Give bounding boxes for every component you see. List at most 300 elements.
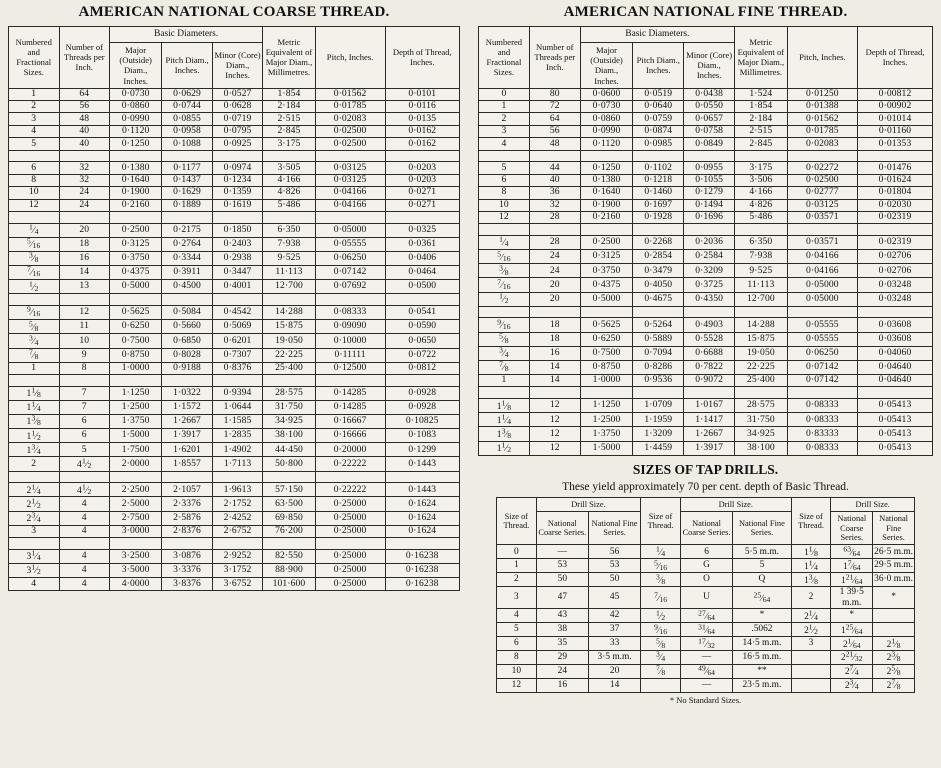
cell-value: 3·175 <box>263 138 315 150</box>
gap-cell <box>580 224 633 236</box>
table-row <box>9 564 460 578</box>
cell-value: 0·02706 <box>858 264 933 278</box>
cell-size: $^7⁄_8$ <box>641 664 681 678</box>
cell-value: 0·16238 <box>385 549 459 563</box>
cell-value: 72 <box>529 101 580 113</box>
table-row <box>479 199 933 211</box>
cell-size: $1^3⁄_8$ <box>479 427 530 441</box>
cell-value: 4 <box>59 549 110 563</box>
table-row <box>9 525 460 537</box>
cell-value: 12 <box>529 441 580 455</box>
gap-cell <box>684 306 735 318</box>
cell-value: 0·2268 <box>633 236 684 250</box>
cell-value: 1·0000 <box>580 375 633 387</box>
cell-coarse: $2^1⁄_{64}$ <box>831 637 873 651</box>
cell-size: $2^1⁄_2$ <box>791 623 831 637</box>
cell-value: 0·0464 <box>385 266 459 280</box>
cell-value: 0·5528 <box>684 332 735 346</box>
cell-size: $^1⁄_2$ <box>9 280 60 294</box>
gap-cell <box>263 538 315 550</box>
gap-cell <box>787 387 857 399</box>
cell-value: 40 <box>59 125 110 137</box>
table-row <box>479 332 933 346</box>
gap-cell <box>315 538 385 550</box>
cell-value: 0·0203 <box>385 162 459 174</box>
cell-value: 6·350 <box>263 223 315 237</box>
header-pitch-inches: Pitch, Inches. <box>315 27 385 89</box>
tap-drills-table <box>496 497 915 693</box>
cell-value: 0·1437 <box>162 174 213 186</box>
table-row <box>9 306 460 320</box>
cell-coarse: $2^7⁄_4$ <box>831 664 873 678</box>
cell-size: 6 <box>9 162 60 174</box>
row-group-gap <box>479 387 933 399</box>
fine-thread-title: AMERICAN NATIONAL FINE THREAD. <box>563 4 848 20</box>
cell-coarse: 47 <box>536 587 588 609</box>
cell-value: 0·0958 <box>162 125 213 137</box>
cell-value: 0·5264 <box>633 318 684 332</box>
cell-value: 1·2500 <box>110 400 162 414</box>
table-row <box>9 497 460 511</box>
row-group-gap <box>9 375 460 387</box>
cell-value: 0·3344 <box>162 251 213 265</box>
cell-value: 0·06250 <box>787 346 857 360</box>
cell-value: 22·225 <box>263 348 315 362</box>
cell-fine: 33 <box>588 637 640 651</box>
table-row <box>479 250 933 264</box>
gap-cell <box>735 387 788 399</box>
table-row <box>479 236 933 250</box>
cell-size: 3 <box>497 587 537 609</box>
table-row <box>479 187 933 199</box>
cell-value: 0·1279 <box>684 187 735 199</box>
cell-fine: 14 <box>588 678 640 692</box>
cell-value: 8 <box>59 362 110 374</box>
cell-value: 2·184 <box>263 101 315 113</box>
cell-value: 56 <box>59 101 110 113</box>
cell-value: 5·486 <box>263 199 315 211</box>
cell-value: 20 <box>529 278 580 292</box>
table-row <box>9 237 460 251</box>
gap-cell <box>385 471 459 483</box>
cell-value: 0·0162 <box>385 138 459 150</box>
cell-size: 8 <box>497 651 537 665</box>
cell-value: 0·5625 <box>580 318 633 332</box>
cell-value: 0·0985 <box>633 138 684 150</box>
cell-size: 4 <box>497 609 537 623</box>
row-group-gap <box>9 294 460 306</box>
cell-value: 0·4675 <box>633 292 684 306</box>
gap-cell <box>162 471 213 483</box>
cell-value: 0·02777 <box>787 187 857 199</box>
cell-value: 0·0758 <box>684 125 735 137</box>
cell-value: 0·2938 <box>212 251 263 265</box>
cell-fine: 16·5 m.m. <box>733 651 792 665</box>
cell-value: 0·0759 <box>633 113 684 125</box>
cell-value: 34·925 <box>263 415 315 429</box>
gap-cell <box>858 306 933 318</box>
cell-coarse: 29 <box>536 651 588 665</box>
cell-value: 0·1055 <box>684 174 735 186</box>
table-row <box>479 125 933 137</box>
gap-cell <box>59 211 110 223</box>
cell-size: $2^1⁄_2$ <box>9 497 60 511</box>
cell-size: 4 <box>9 578 60 590</box>
table-row <box>9 113 460 125</box>
header-depth: Depth of Thread, Inches. <box>858 27 933 89</box>
cell-value: 0·0730 <box>580 101 633 113</box>
gap-cell <box>580 387 633 399</box>
cell-value: 13 <box>59 280 110 294</box>
cell-value: 1·5000 <box>110 429 162 443</box>
cell-value: 0·01785 <box>787 125 857 137</box>
coarse-thread-table <box>8 26 460 591</box>
cell-value: 16 <box>529 346 580 360</box>
cell-value: 1·9613 <box>212 483 263 497</box>
header-pitch-diam: Pitch Diam., Inches. <box>633 43 684 89</box>
table-row <box>479 292 933 306</box>
cell-value: 0·0406 <box>385 251 459 265</box>
gap-cell <box>479 224 530 236</box>
cell-coarse: G <box>680 559 732 573</box>
cell-size: $^7⁄_{16}$ <box>641 587 681 609</box>
cell-value: 0·05413 <box>858 399 933 413</box>
cell-value: 0·0719 <box>212 113 263 125</box>
cell-value: 1·3917 <box>162 429 213 443</box>
cell-fine: 3·5 m.m. <box>588 651 640 665</box>
cell-value: 3·505 <box>263 162 315 174</box>
cell-value: 28·575 <box>263 386 315 400</box>
cell-size: $2^1⁄_4$ <box>9 483 60 497</box>
cell-value: 0·04166 <box>315 187 385 199</box>
table-row <box>479 318 933 332</box>
fine-thread-table <box>478 26 933 456</box>
cell-value: 0·05555 <box>787 318 857 332</box>
cell-size: $^7⁄_{16}$ <box>9 266 60 280</box>
header-pitch-inches: Pitch, Inches. <box>787 27 857 89</box>
cell-size: 6 <box>497 637 537 651</box>
cell-size: $1^1⁄_4$ <box>479 413 530 427</box>
gap-cell <box>263 375 315 387</box>
cell-value: $4^1⁄_2$ <box>59 457 110 471</box>
cell-value: 14·288 <box>263 306 315 320</box>
cell-size: 4 <box>9 125 60 137</box>
cell-fine: 29·5 m.m. <box>873 559 915 573</box>
cell-size: 2 <box>497 573 537 587</box>
gap-cell <box>263 150 315 162</box>
cell-value: 0·3125 <box>110 237 162 251</box>
table-row <box>479 174 933 186</box>
gap-cell <box>633 150 684 162</box>
cell-size <box>791 678 831 692</box>
gap-cell <box>212 294 263 306</box>
cell-value: 0·0744 <box>162 101 213 113</box>
cell-value: 0·02319 <box>858 236 933 250</box>
cell-value: 0·05413 <box>858 427 933 441</box>
cell-value: 0·05000 <box>787 278 857 292</box>
cell-value: 0·0325 <box>385 223 459 237</box>
table-row <box>9 443 460 457</box>
cell-value: 6 <box>59 429 110 443</box>
cell-value: 4 <box>59 564 110 578</box>
cell-value: 5 <box>59 443 110 457</box>
cell-value: 4·166 <box>735 187 788 199</box>
cell-value: 12·700 <box>735 292 788 306</box>
cell-size: $^7⁄_8$ <box>9 348 60 362</box>
header-basic-diameters: Basic Diameters. <box>580 27 734 43</box>
cell-value: 0·4903 <box>684 318 735 332</box>
cell-fine: $2^5⁄_8$ <box>873 664 915 678</box>
cell-value: 0·05555 <box>315 237 385 251</box>
cell-coarse: $^{27}⁄_{64}$ <box>680 609 732 623</box>
cell-value: 0·02272 <box>787 162 857 174</box>
cell-value: 0·0271 <box>385 187 459 199</box>
cell-value: 32 <box>529 199 580 211</box>
cell-value: 0·0974 <box>212 162 263 174</box>
cell-value: 0·2500 <box>580 236 633 250</box>
gap-cell <box>212 211 263 223</box>
coarse-thread-body <box>9 88 460 590</box>
cell-value: 1·3917 <box>684 441 735 455</box>
table-row <box>497 623 915 637</box>
header-minor-diam: Minor (Core) Diam., Inches. <box>684 43 735 89</box>
cell-value: 2·1752 <box>212 497 263 511</box>
row-group-gap <box>9 538 460 550</box>
cell-value: 24 <box>59 199 110 211</box>
cell-value: 0·09090 <box>315 320 385 334</box>
cell-size: $^5⁄_8$ <box>479 332 530 346</box>
cell-value: 0·6250 <box>110 320 162 334</box>
cell-coarse: — <box>680 678 732 692</box>
cell-value: 0·03608 <box>858 318 933 332</box>
cell-value: 0·1083 <box>385 429 459 443</box>
cell-value: 6·350 <box>735 236 788 250</box>
cell-value: 88·900 <box>263 564 315 578</box>
gap-cell <box>315 375 385 387</box>
cell-value: 0·3911 <box>162 266 213 280</box>
cell-value: 2·8376 <box>162 525 213 537</box>
cell-value: 0·0730 <box>110 88 162 100</box>
cell-size: $^1⁄_4$ <box>9 223 60 237</box>
cell-value: 0·0928 <box>385 400 459 414</box>
cell-value: 0·0519 <box>633 88 684 100</box>
cell-value: 0·01388 <box>787 101 857 113</box>
gap-cell <box>263 211 315 223</box>
cell-coarse: — <box>680 651 732 665</box>
cell-value: 0·5069 <box>212 320 263 334</box>
cell-value: 0·2403 <box>212 237 263 251</box>
cell-value: 28·575 <box>735 399 788 413</box>
cell-value: 57·150 <box>263 483 315 497</box>
cell-value: 14 <box>529 375 580 387</box>
cell-value: 0·8750 <box>110 348 162 362</box>
cell-size <box>791 651 831 665</box>
cell-coarse: U <box>680 587 732 609</box>
table-row <box>9 578 460 590</box>
cell-value: 0·9072 <box>684 375 735 387</box>
cell-value: 4·826 <box>263 187 315 199</box>
cell-value: 0·2500 <box>110 223 162 237</box>
cell-value: 2·3376 <box>162 497 213 511</box>
cell-value: 2·0000 <box>110 457 162 471</box>
cell-value: 0·01250 <box>787 88 857 100</box>
header-sizes: Numbered and Fractional Sizes. <box>9 27 60 89</box>
cell-value: 7·938 <box>735 250 788 264</box>
cell-value: 0·25000 <box>315 511 385 525</box>
cell-value: 1·5000 <box>580 441 633 455</box>
gap-cell <box>787 306 857 318</box>
cell-value: 0·0795 <box>212 125 263 137</box>
header-coarse-series-2: National Coarse Series. <box>680 512 732 545</box>
header-fine-series-2: National Fine Series. <box>733 512 792 545</box>
gap-cell <box>212 538 263 550</box>
cell-fine: $^{25}⁄_{64}$ <box>733 587 792 609</box>
cell-value: 0·04166 <box>315 199 385 211</box>
gap-cell <box>385 538 459 550</box>
cell-value: 11·113 <box>263 266 315 280</box>
cell-size: $^1⁄_2$ <box>641 609 681 623</box>
cell-value: 2·515 <box>735 125 788 137</box>
cell-value: 1·4902 <box>212 443 263 457</box>
table-row <box>497 651 915 665</box>
header-depth: Depth of Thread, Inches. <box>385 27 459 89</box>
cell-value: 2·1057 <box>162 483 213 497</box>
cell-value: 19·050 <box>735 346 788 360</box>
cell-size: $3^1⁄_2$ <box>9 564 60 578</box>
cell-size: $^3⁄_4$ <box>479 346 530 360</box>
table-row <box>9 251 460 265</box>
cell-value: 0·16666 <box>315 429 385 443</box>
cell-value: 0·4050 <box>633 278 684 292</box>
cell-value: 0·0628 <box>212 101 263 113</box>
gap-cell <box>110 211 162 223</box>
table-row <box>9 101 460 113</box>
table-row <box>497 678 915 692</box>
cell-size: $^1⁄_4$ <box>641 545 681 559</box>
cell-fine: 5·5 m.m. <box>733 545 792 559</box>
cell-value: 2·845 <box>735 138 788 150</box>
table-row <box>9 457 460 471</box>
table-row <box>479 88 933 100</box>
cell-value: 0·0116 <box>385 101 459 113</box>
cell-value: 3·175 <box>735 162 788 174</box>
cell-value: 1·1250 <box>580 399 633 413</box>
cell-value: 0·05413 <box>858 413 933 427</box>
table-row <box>9 348 460 362</box>
cell-value: 0·4500 <box>162 280 213 294</box>
table-row <box>9 320 460 334</box>
cell-fine: $2^1⁄_8$ <box>873 637 915 651</box>
header-metric: Metric Equivalent of Major Diam., Millimetres. <box>735 27 788 89</box>
cell-value: 0·8286 <box>633 360 684 374</box>
cell-value: 3·0000 <box>110 525 162 537</box>
cell-value: 0·02500 <box>315 138 385 150</box>
cell-size: 12 <box>479 211 530 223</box>
cell-value: 3·506 <box>735 174 788 186</box>
cell-value: 101·600 <box>263 578 315 590</box>
cell-value: 0·06250 <box>315 251 385 265</box>
cell-value: 64 <box>529 113 580 125</box>
cell-size: 1 <box>497 559 537 573</box>
row-group-gap <box>479 224 933 236</box>
table-row <box>9 362 460 374</box>
cell-value: 0·0438 <box>684 88 735 100</box>
cell-value: 0·01562 <box>315 88 385 100</box>
cell-value: 0·22222 <box>315 457 385 471</box>
cell-value: 63·500 <box>263 497 315 511</box>
table-row <box>9 280 460 294</box>
cell-value: 0·0500 <box>385 280 459 294</box>
cell-value: 0·2584 <box>684 250 735 264</box>
cell-value: 34·925 <box>735 427 788 441</box>
cell-value: 0·02500 <box>315 125 385 137</box>
cell-value: 38·100 <box>735 441 788 455</box>
cell-value: 48 <box>529 138 580 150</box>
cell-value: 0·0849 <box>684 138 735 150</box>
header-drill-size-3: Drill Size. <box>831 497 915 511</box>
cell-value: 0·07692 <box>315 280 385 294</box>
cell-value: 56 <box>529 125 580 137</box>
coarse-thread-section <box>8 4 460 591</box>
cell-value: 0·01353 <box>858 138 933 150</box>
cell-value: 0·08333 <box>787 399 857 413</box>
cell-value: 0·5660 <box>162 320 213 334</box>
table-row <box>9 549 460 563</box>
table-row <box>497 545 915 559</box>
cell-value: 11 <box>59 320 110 334</box>
cell-size: $^9⁄_{16}$ <box>641 623 681 637</box>
cell-coarse: 50 <box>536 573 588 587</box>
cell-value: 1·3209 <box>633 427 684 441</box>
cell-value: 1·1250 <box>110 386 162 400</box>
header-size-of-thread-2: Size of Thread. <box>641 497 681 545</box>
cell-value: 1·8557 <box>162 457 213 471</box>
cell-size: $^1⁄_4$ <box>479 236 530 250</box>
cell-value: 0·7500 <box>580 346 633 360</box>
cell-value: 0·0550 <box>684 101 735 113</box>
header-size-of-thread-1: Size of Thread. <box>497 497 537 545</box>
cell-value: 18 <box>529 318 580 332</box>
cell-coarse: 16 <box>536 678 588 692</box>
cell-value: 80 <box>529 88 580 100</box>
cell-size: 3 <box>9 113 60 125</box>
cell-value: 20 <box>59 223 110 237</box>
cell-value: 0·0590 <box>385 320 459 334</box>
cell-coarse: 53 <box>536 559 588 573</box>
cell-value: 5·486 <box>735 211 788 223</box>
cell-value: 0·1889 <box>162 199 213 211</box>
cell-size: 8 <box>479 187 530 199</box>
cell-size: 5 <box>9 138 60 150</box>
gap-cell <box>787 224 857 236</box>
gap-cell <box>162 538 213 550</box>
cell-value: 0·01562 <box>787 113 857 125</box>
cell-value: 50·800 <box>263 457 315 471</box>
cell-value: 0·5000 <box>580 292 633 306</box>
cell-value: 0·0874 <box>633 125 684 137</box>
cell-value: 0·0990 <box>580 125 633 137</box>
cell-size: 4 <box>479 138 530 150</box>
cell-value: 0·1900 <box>110 187 162 199</box>
cell-value: 0·1443 <box>385 457 459 471</box>
cell-value: 1·1585 <box>212 415 263 429</box>
gap-cell <box>385 294 459 306</box>
cell-fine <box>873 609 915 623</box>
cell-value: 0·1120 <box>580 138 633 150</box>
cell-value: 2·845 <box>263 125 315 137</box>
cell-value: 0·1250 <box>110 138 162 150</box>
cell-value: 0·8376 <box>212 362 263 374</box>
